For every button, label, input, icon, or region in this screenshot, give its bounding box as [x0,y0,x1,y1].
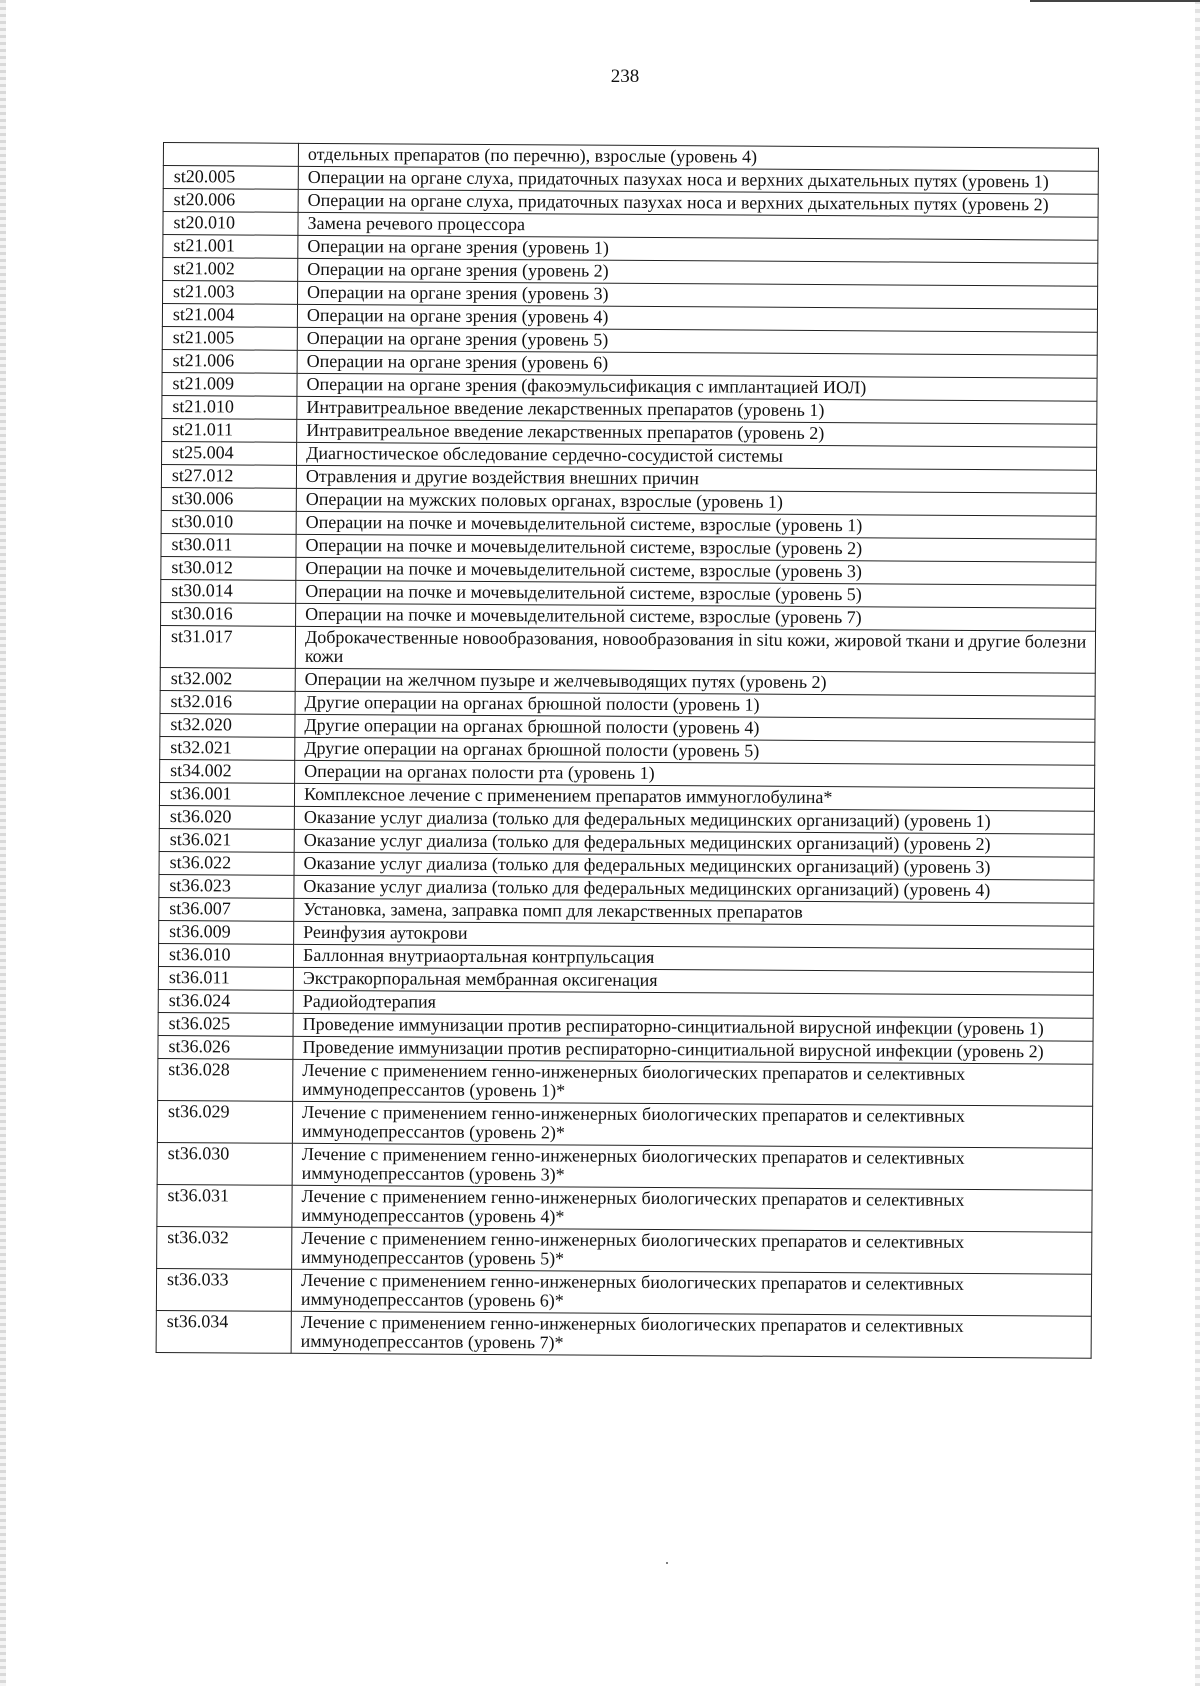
row-name: Оказание услуг диализа (только для федеральных медицинских организаций) (уровень 3) [294,852,1094,880]
row-name: Другие операции на органах брюшной полости (уровень 5) [295,737,1095,765]
row-name: Доброкачественные новообразования, новообразования in situ кожи, жировой ткани и другие болезни кожи [295,626,1095,673]
row-code: st36.031 [157,1184,292,1227]
row-name: Операции на почке и мочевыделительной системе, взрослые (уровень 2) [296,534,1096,562]
row-code: st36.029 [157,1100,292,1143]
row-code: st20.005 [163,166,298,190]
row-name: Диагностическое обследование сердечно-сосудистой системы [297,442,1097,470]
row-code: st21.006 [162,349,297,373]
row-name: Операции на органе зрения (уровень 4) [297,304,1097,332]
row-name: Операции на почке и мочевыделительной системе, взрослые (уровень 1) [296,511,1096,539]
row-code: st36.034 [156,1310,291,1353]
row-name: Операции на почке и мочевыделительной системе, взрослые (уровень 5) [296,580,1096,608]
row-code: st27.012 [161,464,296,488]
row-name: Проведение иммунизации против респираторно-синцитиальной вирусной инфекции (уровень 2) [293,1036,1093,1064]
row-code: st21.003 [163,281,298,305]
row-name: Другие операции на органах брюшной полости (уровень 1) [295,691,1095,719]
row-code: st21.005 [162,326,297,350]
row-name: Операции на почке и мочевыделительной системе, взрослые (уровень 3) [296,557,1096,585]
table-row [156,1268,1091,1316]
row-code: st36.028 [158,1058,293,1101]
row-name: Операции на мужских половых органах, взрослые (уровень 1) [296,488,1096,516]
row-name: Операции на органе зрения (уровень 2) [298,258,1098,286]
row-name: Лечение с применением генно-инженерных биологических препаратов и селективных иммунодепрессантов (уровень 6)* [291,1269,1091,1316]
page-number: 238 [610,66,640,87]
row-name: Оказание услуг диализа (только для федеральных медицинских организаций) (уровень 1) [294,806,1094,834]
row-name: Радиойодтерапия [293,990,1093,1018]
row-name: Экстракорпоральная мембранная оксигенация [293,967,1093,995]
row-code: st32.021 [160,736,295,760]
row-name: Реинфузия аутокрови [294,921,1094,949]
row-code: st36.020 [159,805,294,829]
row-code: st36.023 [159,874,294,898]
row-code: st32.016 [160,690,295,714]
scan-speck [666,1562,668,1564]
row-code: st30.016 [161,602,296,626]
row-code: st36.007 [159,897,294,921]
row-code: st30.011 [161,533,296,557]
row-name: Операции на органе зрения (факоэмульсификация с имплантацией ИОЛ) [297,373,1097,401]
row-name: Лечение с применением генно-инженерных биологических препаратов и селективных иммунодепрессантов (уровень 1)* [293,1059,1093,1106]
row-name: Лечение с применением генно-инженерных биологических препаратов и селективных иммунодепрессантов (уровень 4)* [292,1185,1092,1232]
row-name: Операции на органе зрения (уровень 6) [297,350,1097,378]
row-code: st20.010 [163,212,298,236]
row-name: Операции на органе зрения (уровень 5) [297,327,1097,355]
row-code: st25.004 [162,441,297,465]
row-code [163,143,298,167]
row-name: Комплексное лечение с применением препаратов иммуноглобулина* [294,783,1094,811]
table-row [157,1142,1092,1190]
row-name: Установка, замена, заправка помп для лекарственных препаратов [294,898,1094,926]
row-name: Операции на органах полости рта (уровень 1) [295,760,1095,788]
row-code: st36.024 [158,989,293,1013]
row-code: st30.012 [161,556,296,580]
row-code: st21.002 [163,258,298,282]
row-code: st36.030 [157,1142,292,1185]
row-code: st32.020 [160,713,295,737]
row-name: Интравитреальное введение лекарственных препаратов (уровень 2) [297,419,1097,447]
row-name: Баллонная внутриаортальная контрпульсация [293,944,1093,972]
row-name: Операции на органе зрения (уровень 1) [298,235,1098,263]
table-row [156,1310,1091,1358]
row-code: st30.006 [161,487,296,511]
row-code: st36.011 [158,966,293,990]
codes-table-body [156,143,1098,1359]
codes-table [156,142,1099,1359]
scan-left-edge [0,0,6,1686]
row-code: st36.032 [157,1226,292,1269]
row-code: st20.006 [163,189,298,213]
row-name: Лечение с применением генно-инженерных биологических препаратов и селективных иммунодепрессантов (уровень 3)* [292,1143,1092,1190]
row-code: st36.021 [159,828,294,852]
table-row [157,1226,1092,1274]
row-code: st36.010 [158,943,293,967]
row-name: Лечение с применением генно-инженерных биологических препаратов и селективных иммунодепрессантов (уровень 7)* [291,1311,1091,1358]
row-code: st31.017 [160,625,295,668]
row-name: отдельных препаратов (по перечню), взрослые (уровень 4) [298,143,1098,171]
row-code: st21.004 [162,304,297,328]
row-name: Операции на почке и мочевыделительной системе, взрослые (уровень 7) [296,603,1096,631]
row-name: Оказание услуг диализа (только для федеральных медицинских организаций) (уровень 4) [294,875,1094,903]
row-name: Лечение с применением генно-инженерных биологических препаратов и селективных иммунодепрессантов (уровень 2)* [292,1101,1092,1148]
table-row [160,625,1095,673]
row-code: st32.002 [160,667,295,691]
table-row [157,1100,1092,1148]
row-code: st36.033 [156,1268,291,1311]
row-name: Замена речевого процессора [298,212,1098,240]
row-code: st21.011 [162,418,297,442]
row-name: Операции на органе зрения (уровень 3) [298,281,1098,309]
row-code: st34.002 [160,759,295,783]
row-code: st36.025 [158,1012,293,1036]
table-row [157,1184,1092,1232]
row-code: st36.022 [159,851,294,875]
scan-top-mark [1030,0,1200,2]
row-code: st30.014 [161,579,296,603]
row-code: st36.009 [159,920,294,944]
row-code: st36.026 [158,1035,293,1059]
row-name: Отравления и другие воздействия внешних причин [296,465,1096,493]
row-name: Проведение иммунизации против респираторно-синцитиальной вирусной инфекции (уровень 1) [293,1013,1093,1041]
row-name: Оказание услуг диализа (только для федеральных медицинских организаций) (уровень 2) [294,829,1094,857]
row-name: Операции на желчном пузыре и желчевыводящих путях (уровень 2) [295,668,1095,696]
row-name: Операции на органе слуха, придаточных пазухах носа и верхних дыхательных путях (уровень 2) [298,189,1098,217]
row-code: st30.010 [161,510,296,534]
scan-right-edge [1195,0,1200,1686]
row-name: Интравитреальное введение лекарственных препаратов (уровень 1) [297,396,1097,424]
row-name: Лечение с применением генно-инженерных биологических препаратов и селективных иммунодепрессантов (уровень 5)* [292,1227,1092,1274]
row-code: st21.009 [162,372,297,396]
row-code: st21.001 [163,235,298,259]
row-name: Операции на органе слуха, придаточных пазухах носа и верхних дыхательных путях (уровень 1) [298,166,1098,194]
table-row [158,1058,1093,1106]
row-code: st21.010 [162,395,297,419]
row-code: st36.001 [159,782,294,806]
row-name: Другие операции на органах брюшной полости (уровень 4) [295,714,1095,742]
